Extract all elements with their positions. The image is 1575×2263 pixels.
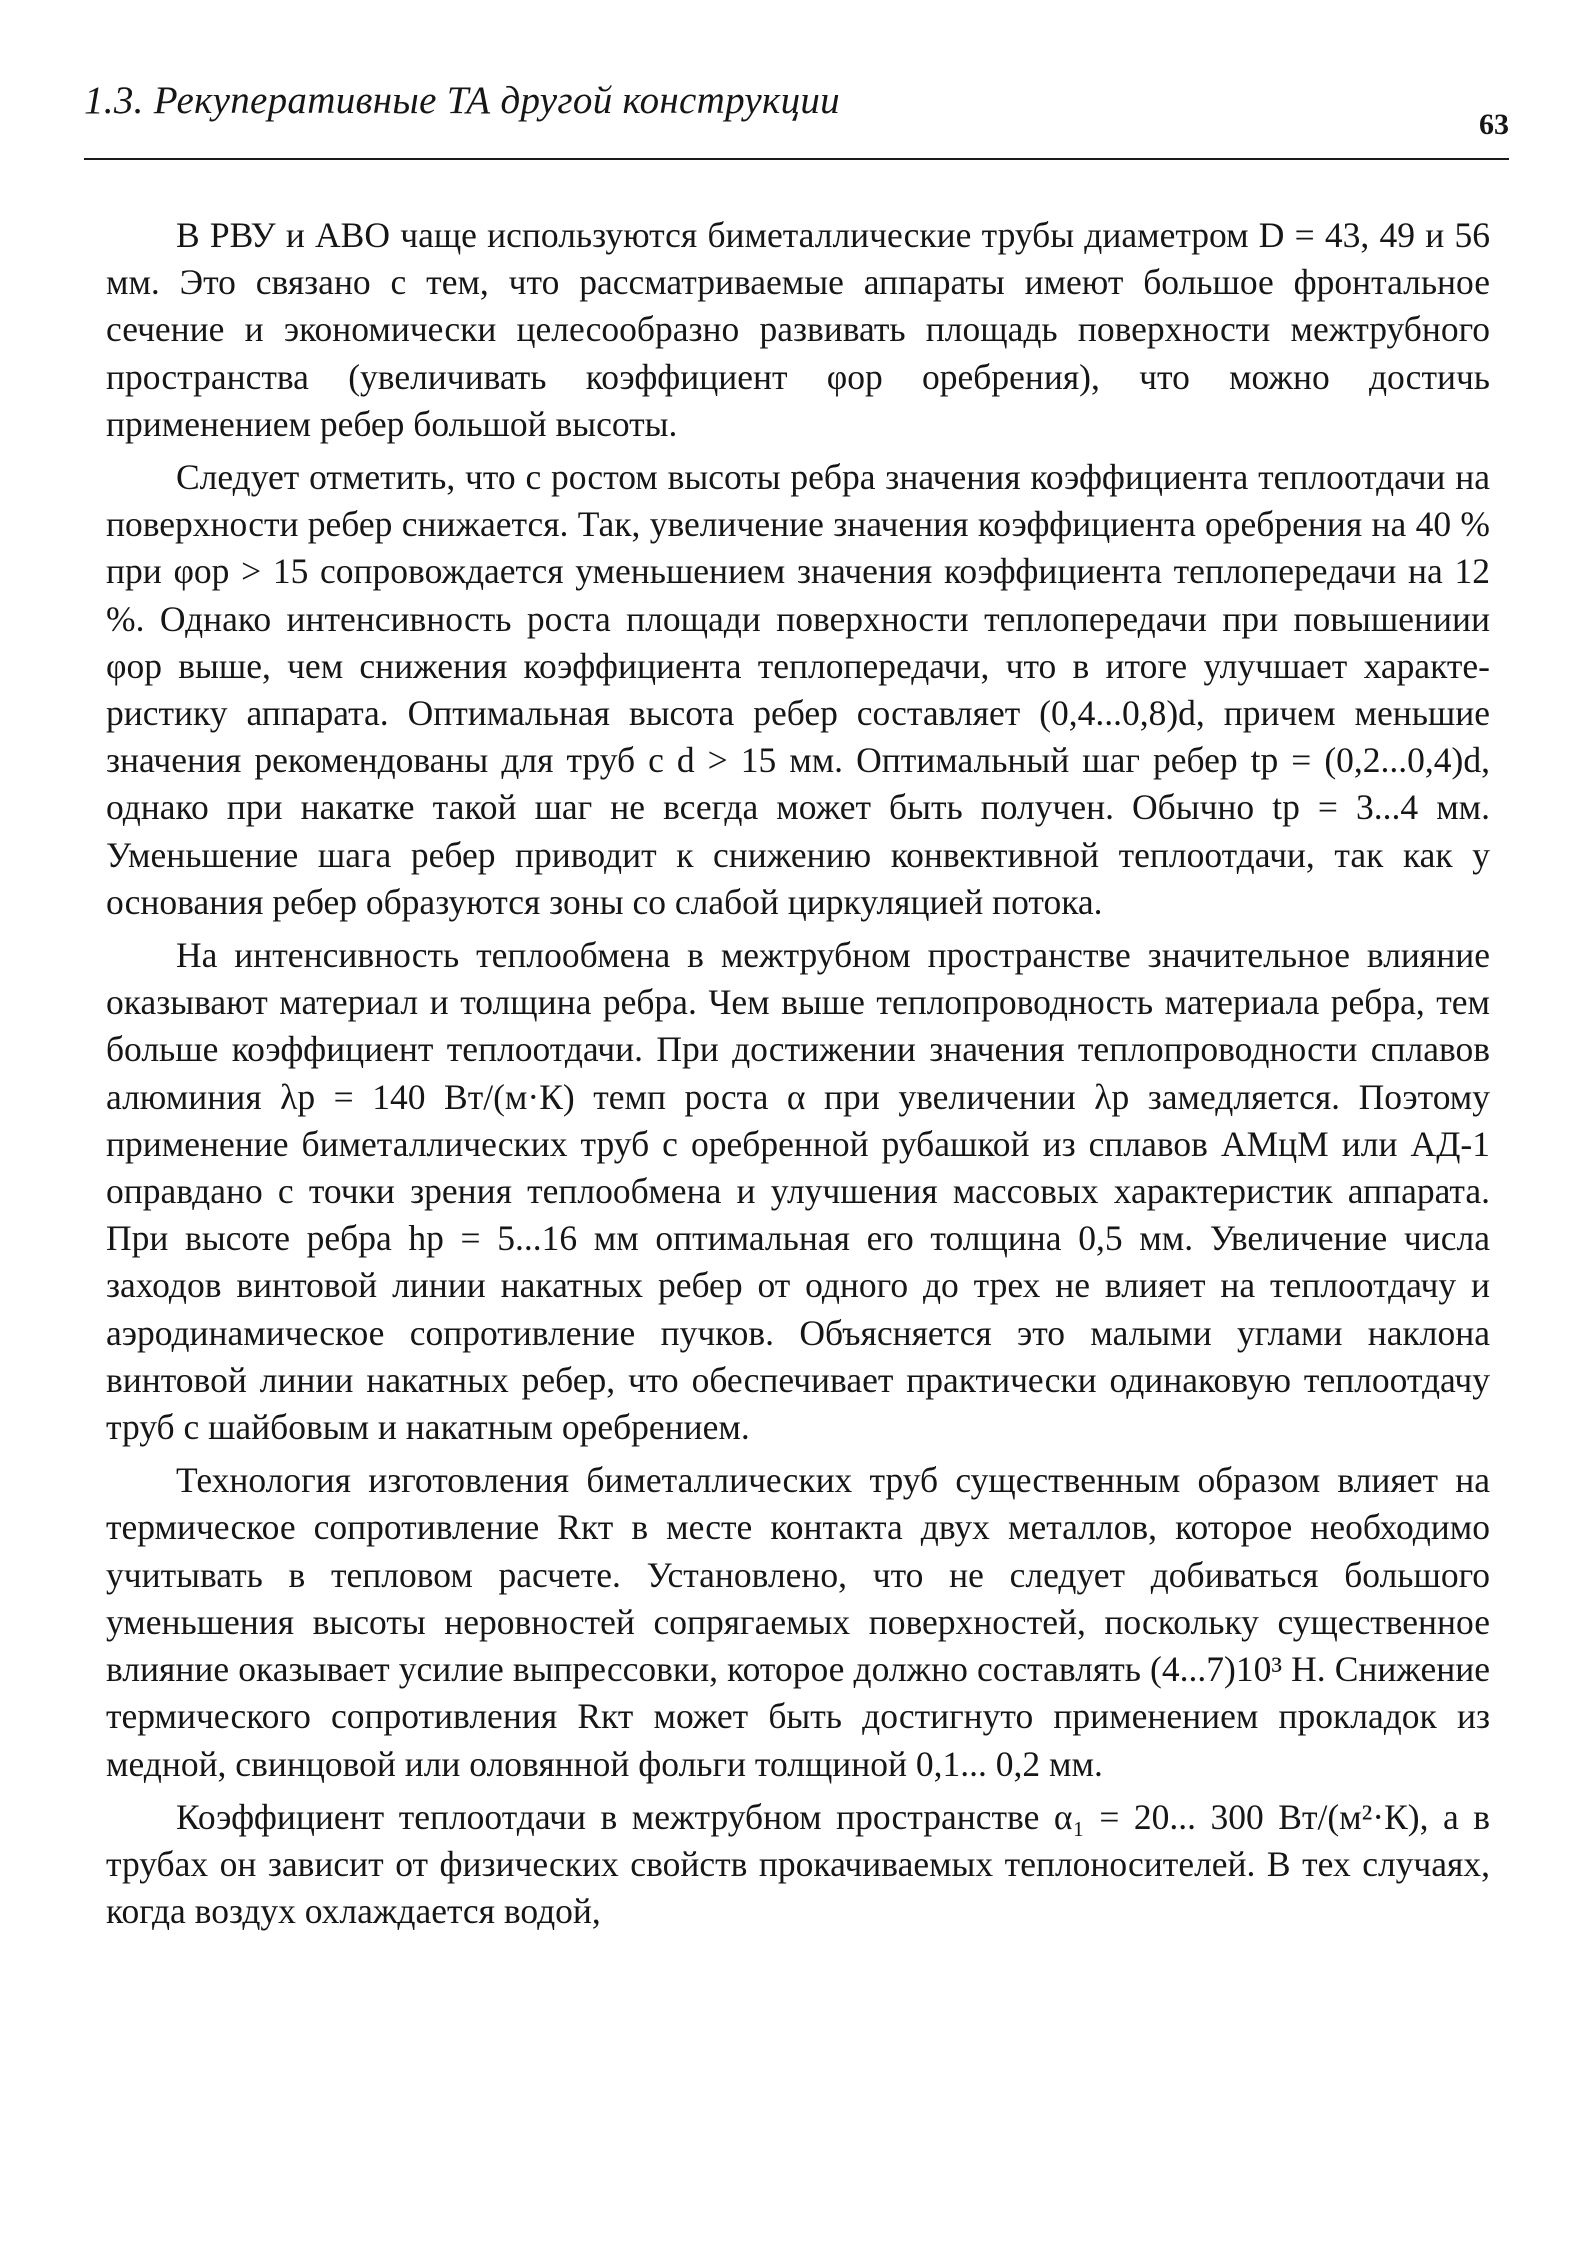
paragraph-heat-transfer-coefficient: Коэффициент теплоотдачи в межтрубном пространстве α₁ = 20... 300 Вт/(м²·К), а в трубах он зависит от физических свойств прокачиваемых теплоносителей. В тех случаях, когда воздух охлаждается водой, [106,1796,1490,1932]
paragraph-fin-material: На интенсивность теплообмена в межтрубном пространстве значительное влияние оказывают материал и толщина ребра. Чем выше теплопроводность материала ребра, тем больше коэффициент теплоотдачи. При достижении значения теплопроводности сплавов алюминия λр = 140 Вт/(м·К) темп роста α при увеличении λр замедляется. Поэтому применение биметаллических труб с оребренной рубашкой из сплавов АМцМ или АД-1 оправдано с точки зрения теплообмена и улучшения массовых характеристик аппарата. При высоте ребра hр = 5...16 мм оптимальная его толщина 0,5 мм. Увеличение числа заходов винтовой линии накатных ребер от одного до трех не влияет на теплоотдачу и аэродинамическое сопротивление пучков. Объясняется это малыми углами наклона винтовой линии накатных ребер, что обеспечивает практически одинаковую теплоотдачу труб с шайбовым и накатным оребрением. [106,935,1490,1448]
page-number: 63 [1479,108,1509,141]
paragraph-tube-diameters: В РВУ и АВО чаще используются биметаллические трубы диаметром D = 43, 49 и 56 мм. Это связано с тем, что рассматриваемые аппараты имеют большое фронтальное сечение и экономически целесообразно развивать площадь поверхности межтрубного пространства (увеличивать коэффициент φор оребрения), что можно достичь применением ребер большой высоты. [106,215,1490,444]
paragraph-fin-height: Следует отметить, что с ростом высоты ребра значения коэффициента теплоотдачи на поверхности ребер снижается. Так, увеличение значения коэффициента оребрения на 40 % при φор > 15 сопровождается уменьшением значения коэффициента теплопередачи на 12 %. Однако интенсивность роста площади поверхности теплопередачи при повышениии φор выше, чем снижения коэффициента теплопередачи, что в итоге улучшает характеристику аппарата. Оптимальная высота ребер составляет (0,4...0,8)d, причем меньшие значения рекомендованы для труб с d > 15 мм. Оптимальный шаг ребер tр = (0,2...0,4)d, однако при накатке такой шаг не всегда может быть получен. Обычно tр = 3...4 мм. Уменьшение шага ребер приводит к снижению конвективной теплоотдачи, так как у основания ребер образуются зоны со слабой циркуляцией потока. [106,457,1490,922]
body-text [106,212,1490,1941]
running-title: 1.3. Рекуперативные ТА другой конструкции [84,79,840,122]
header-rule [84,158,1509,160]
paragraph-contact-resistance: Технология изготовления биметаллических труб существенным образом влияет на термическое сопротивление Rкт в месте контакта двух металлов, которое необходимо учитывать в тепловом расчете. Установлено, что не следует добиваться большого уменьшения высоты неровностей сопрягаемых поверхностей, поскольку существенное влияние оказывает усилие выпрессовки, которое должно составлять (4...7)10³ Н. Снижение термического сопротивления Rкт может быть достигнуто применением прокладок из медной, свинцовой или оловянной фольги толщиной 0,1... 0,2 мм. [106,1460,1490,1784]
